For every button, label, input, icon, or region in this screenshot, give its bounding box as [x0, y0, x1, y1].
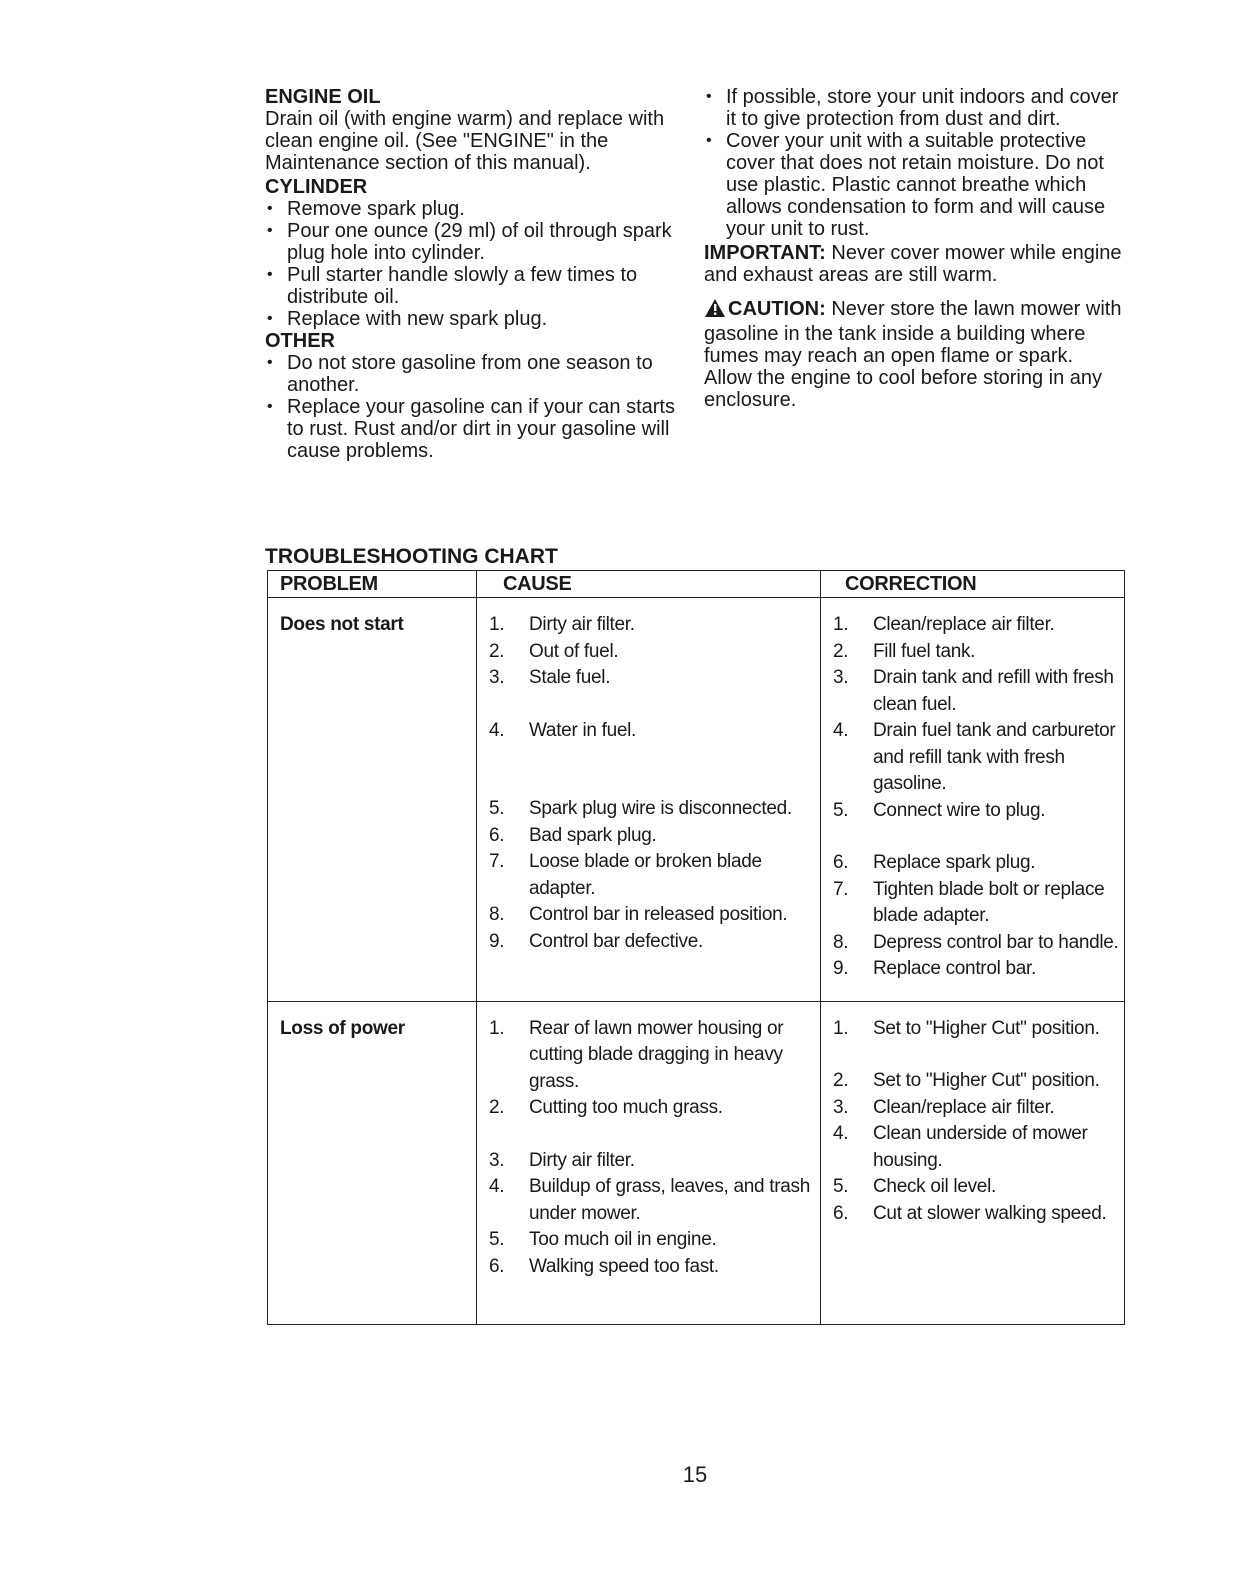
header-cause: CAUSE [477, 571, 821, 598]
list-item: 5. Spark plug wire is disconnected. [489, 798, 792, 819]
cause-cell [477, 598, 821, 1002]
list-item: 2. Fill fuel tank. [833, 640, 976, 662]
list-item: 3. Drain tank and refill with fresh clean fuel. [833, 667, 1114, 715]
list-item: 5. Connect wire to plug. [833, 799, 1046, 821]
other-list [265, 352, 690, 462]
engine-oil-text: Drain oil (with engine warm) and replace with clean engine oil. (See "ENGINE" in the Maintenance section of this manual). [265, 108, 665, 174]
list-item: 2. Cutting too much grass. [489, 1097, 723, 1118]
list-item: 6. Replace spark plug. [833, 852, 1036, 873]
table-header-row [268, 571, 1125, 598]
important-text: Never cover mower while engine and exhaust areas are still warm. [704, 242, 1122, 286]
list-item: 8. Control bar in released position. [489, 904, 788, 925]
problem-cell: Does not start [268, 598, 477, 1002]
list-item: 5. Check oil level. [833, 1176, 996, 1197]
correction-cell [821, 1001, 1125, 1325]
list-item: 2. Set to "Higher Cut" position. [833, 1070, 1100, 1091]
left-column [265, 86, 690, 462]
important-label: IMPORTANT: [704, 242, 826, 264]
table-row [268, 598, 1125, 1002]
list-item: 6. Bad spark plug. [489, 824, 657, 846]
storage-list [704, 86, 1124, 240]
header-correction: CORRECTION [821, 571, 1125, 598]
correction-cell [821, 598, 1125, 1002]
header-problem: PROBLEM [268, 571, 477, 598]
list-item: 1. Dirty air filter. [489, 614, 635, 635]
troubleshooting-table [267, 570, 1125, 1325]
list-item: 5. Too much oil in engine. [489, 1229, 717, 1250]
list-item: 1. Clean/replace air filter. [833, 614, 1055, 635]
engine-oil-heading: ENGINE OIL [265, 86, 381, 108]
problem-cell: Loss of power [268, 1001, 477, 1325]
caution-text: Never store the lawn mower with gasoline in the tank inside a building where fumes may reach an open flame or spark. Allow the engine to cool before storing in any enclosure. [704, 298, 1122, 411]
list-item: 6. Cut at slower walking speed. [833, 1202, 1107, 1224]
cause-cell [477, 1001, 821, 1325]
cylinder-list [265, 198, 690, 330]
list-item: • Pour one ounce (29 ml) of oil through spark plug hole into cylinder. [265, 220, 690, 264]
list-item: 4. Clean underside of mower housing. [833, 1123, 1088, 1171]
list-item: • Replace your gasoline can if your can starts to rust. Rust and/or dirt in your gasoline will cause problems. [265, 396, 690, 462]
right-column [704, 86, 1124, 411]
important-note [704, 242, 1124, 286]
list-item: 3. Stale fuel. [489, 667, 611, 688]
list-item: 3. Clean/replace air filter. [833, 1096, 1055, 1118]
list-item: 1. Set to "Higher Cut" position. [833, 1017, 1100, 1039]
list-item: • Do not store gasoline from one season to another. [265, 352, 690, 396]
list-item: • If possible, store your unit indoors and cover it to give protection from dust and dirt. [704, 86, 1124, 130]
table-row [268, 1001, 1125, 1325]
list-item: 7. Loose blade or broken blade adapter. [489, 851, 762, 899]
list-item: 3. Dirty air filter. [489, 1149, 635, 1171]
list-item: • Cover your unit with a suitable protective cover that does not retain moisture. Do not use plastic. Plastic cannot breathe which allows condensation to form and will cause your unit to rust. [704, 130, 1124, 240]
list-item: 2. Out of fuel. [489, 640, 619, 662]
page-number: 15 [682, 1462, 708, 1487]
list-item: 4. Water in fuel. [489, 719, 637, 741]
list-item: 6. Walking speed too fast. [489, 1255, 719, 1277]
list-item: 4. Buildup of grass, leaves, and trash under mower. [489, 1176, 811, 1224]
list-item: • Replace with new spark plug. [265, 308, 690, 330]
list-item: 8. Depress control bar to handle. [833, 931, 1119, 953]
caution-note [704, 298, 1124, 411]
cylinder-heading: CYLINDER [265, 176, 368, 198]
list-item: 7. Tighten blade bolt or replace blade adapter. [833, 878, 1105, 926]
list-item: • Pull starter handle slowly a few times to distribute oil. [265, 264, 690, 308]
chart-title: TROUBLESHOOTING CHART [265, 545, 558, 568]
caution-label: CAUTION: [728, 298, 826, 320]
other-heading: OTHER [265, 330, 335, 352]
list-item: 4. Drain fuel tank and carburetor and refill tank with fresh gasoline. [833, 720, 1116, 794]
list-item: 1. Rear of lawn mower housing or cutting blade dragging in heavy grass. [489, 1017, 784, 1092]
list-item: 9. Control bar defective. [489, 930, 703, 952]
list-item: • Remove spark plug. [265, 198, 690, 220]
list-item: 9. Replace control bar. [833, 958, 1036, 979]
warning-triangle-icon [704, 298, 726, 323]
